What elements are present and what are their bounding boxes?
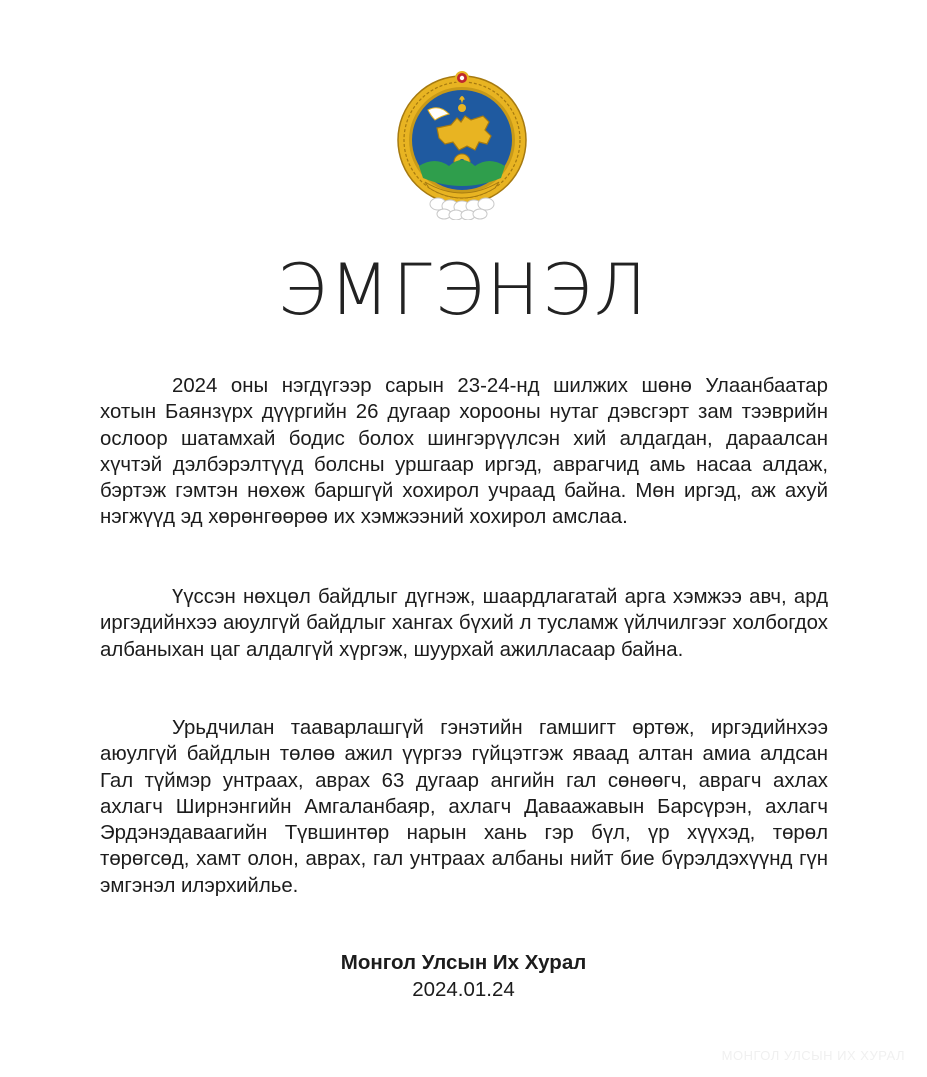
- paragraph-text: 2024 оны нэгдүгээр сарын 23-24-нд шилжих шөнө Улаанбаатар хотын Баянзүрх дүүргийн 26 дугаар хорооны нутаг дэвсгэрт зам тээврийн ослоор шатамхай бодис болох шингэрүүлсэн хий алдагдан, дараалсан хүчтэй дэлбэрэлтүүд болсны уршгаар иргэд, аврагчид амь насаа алдаж, бэртэж гэмтэн нөхөж баршгүй хохирол учраад байна. Мөн иргэд, аж ахуй нэгжүүд эд хөрөнгөөрөө их хэмжээний хохирол амслаа.: [100, 375, 828, 529]
- paragraph-incident: [100, 373, 828, 531]
- paragraph-response: [100, 584, 828, 663]
- watermark: МОНГОЛ УЛСЫН ИХ ХУРАЛ: [721, 1048, 905, 1063]
- paragraph-text: Үүссэн нөхцөл байдлыг дүгнэж, шаардлагатай арга хэмжээ авч, ард иргэдийнхээ аюулгүй байдлыг хангах бүхий л тусламж үйлчилгээг холбогдох албаныхан цаг алдалгүй хүргэж, шуурхай ажилласаар байна.: [100, 586, 828, 661]
- signature-organization: Монгол Улсын Их Хурал: [340, 951, 587, 974]
- document-date: 2024.01.24: [412, 978, 515, 1001]
- paragraph-text: Урьдчилан тааварлашгүй гэнэтийн гамшигт өртөж, иргэдийнхээ аюулгүй байдлын төлөө ажил үүргээ гүйцэтгэж яваад алтан амиа алдсан Гал түймэр унтраах, аврах 63 дугаар ангийн гал сөнөөгч, аврагч ахлах ахлагч Ширнэнгийн Амгаланбаяр, ахлагч Даваажавын Барсүрэн, ахлагч Эрдэнэдаваагийн Түвшинтөр нарын хань гэр бүл, үр хүүхэд, төрөл төрөгсөд, хамт олон, аврах, гал унтраах албаны нийт бие бүрэлдэхүүнд гүн эмгэнэл илэрхийлье.: [100, 717, 828, 897]
- state-emblem-of-mongolia: [395, 70, 529, 220]
- paragraph-condolence: [100, 715, 828, 899]
- page-title: ЭМГЭНЭЛ: [277, 249, 650, 331]
